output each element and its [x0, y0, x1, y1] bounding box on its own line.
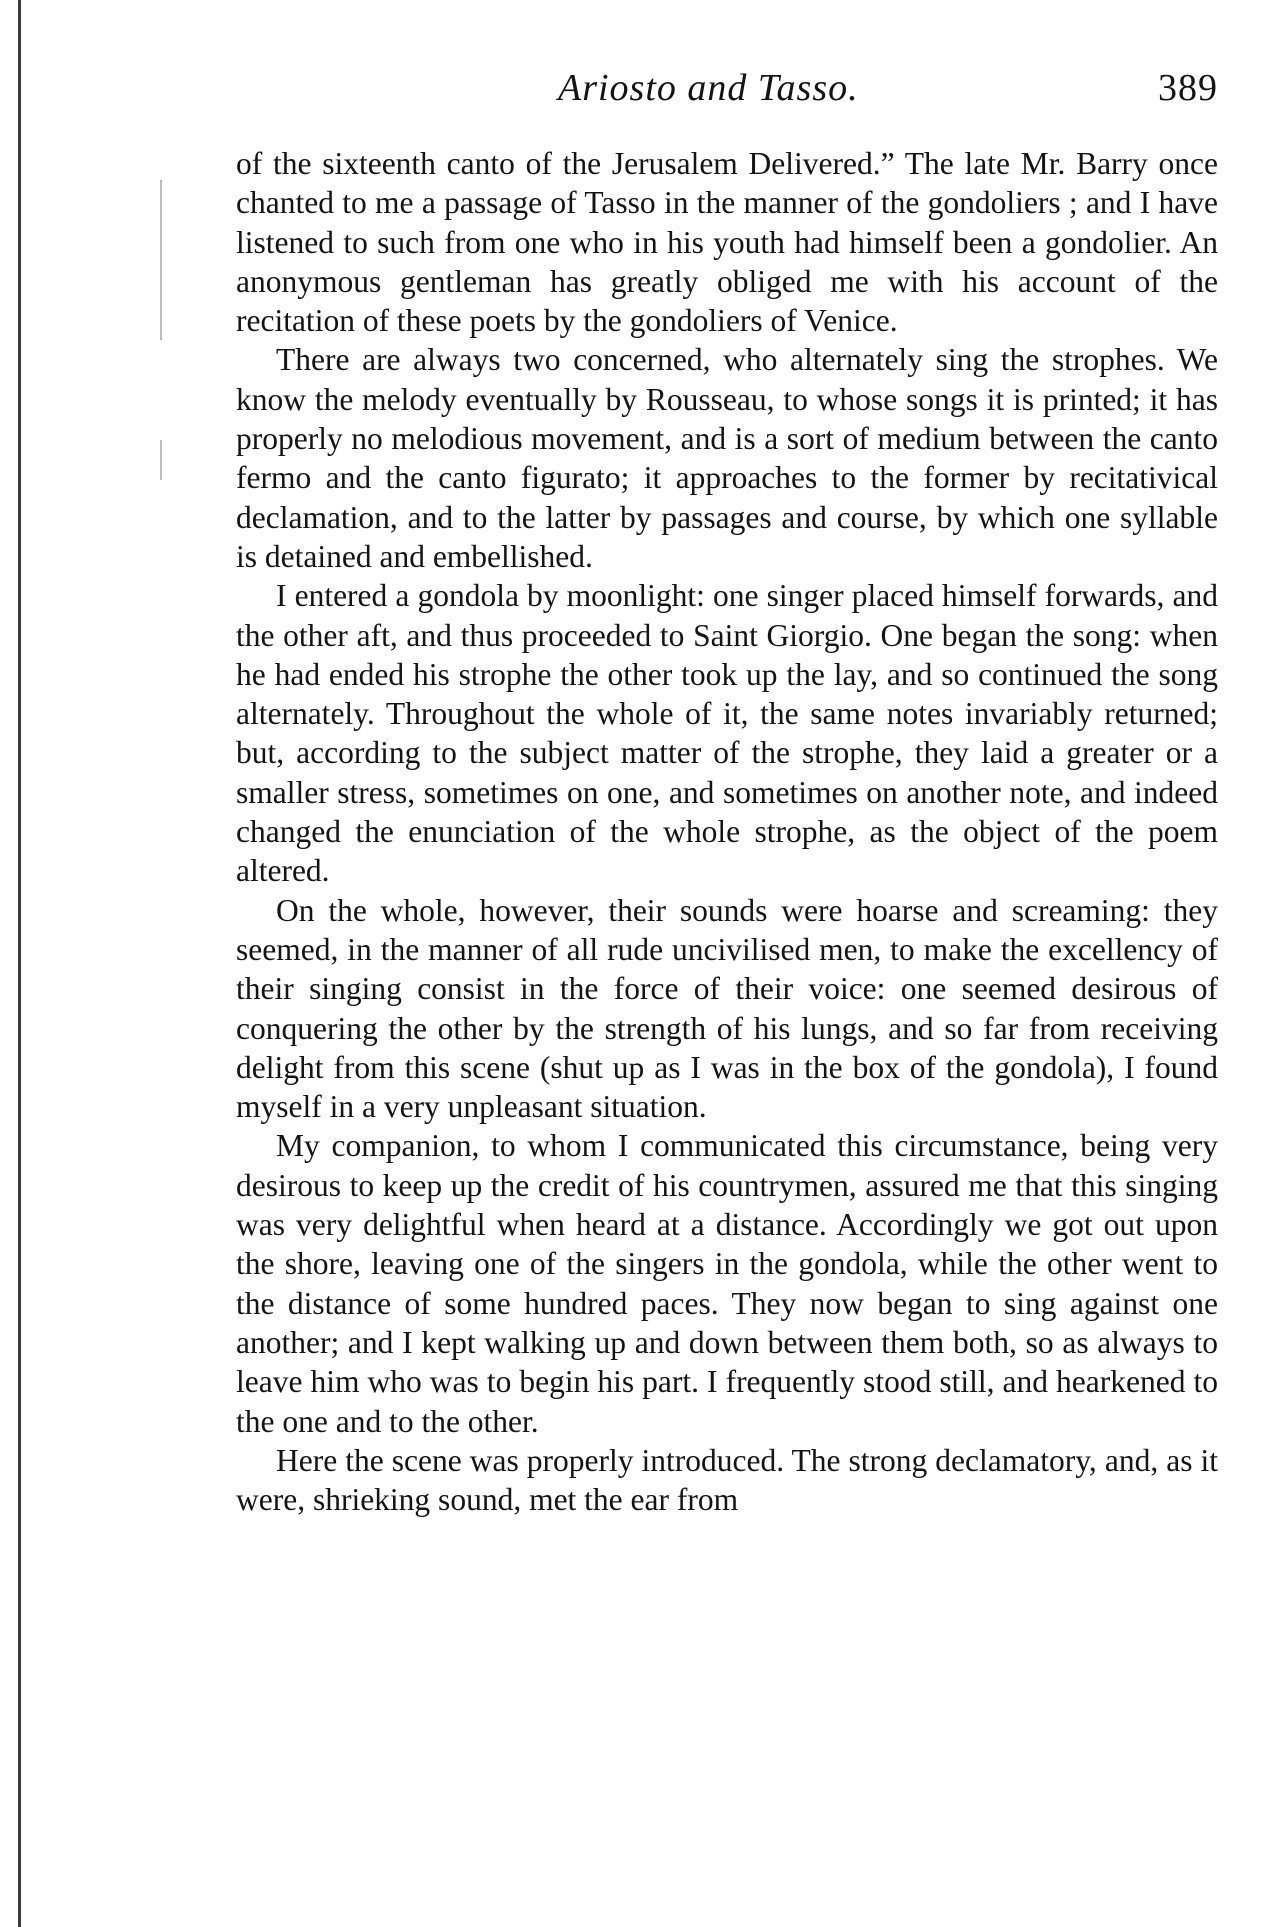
- paragraph: Here the scene was properly introduced. The strong declamatory, and, as it were, shrieking sound, met the ear from: [236, 1442, 1218, 1518]
- scan-binding-edge: [18, 0, 21, 1927]
- page-header: [236, 66, 1218, 116]
- running-title: Ariosto and Tasso.: [558, 67, 859, 109]
- paragraph: of the sixteenth canto of the Jerusalem Delivered.” The late Mr. Barry once chanted to me a passage of Tasso in the manner of the gondoliers ; and I have listened to such from one who in his youth had himself been a gondolier. An anonymous gentleman has greatly obliged me with his account of the recitation of these poets by the gondoliers of Venice.: [236, 146, 1218, 339]
- scan-artifact: [160, 180, 162, 340]
- paragraph: I entered a gondola by moonlight: one singer placed himself forwards, and the other aft, and thus proceeded to Saint Giorgio. One began the song: when he had ended his strophe the other took up the lay, and so continued the song alternately. Throughout the whole of it, the same notes invariably returned; but, according to the subject matter of the strophe, they laid a greater or a smaller stress, sometimes on one, and sometimes on another note, and indeed changed the enunciation of the whole strophe, as the object of the poem altered.: [236, 578, 1218, 889]
- paragraph: There are always two concerned, who alternately sing the strophes. We know the melody eventually by Rousseau, to whose songs it is printed; it has properly no melodious movement, and is a sort of medium between the canto fermo and the canto figurato; it approaches to the former by recitativical declamation, and to the latter by passages and course, by which one syllable is detained and embellished.: [236, 342, 1218, 574]
- paragraph: On the whole, however, their sounds were hoarse and screaming: they seemed, in the manner of all rude uncivilised men, to make the excellency of their singing consist in the force of their voice: one seemed desirous of conquering the other by the strength of his lungs, and so far from receiving delight from this scene (shut up as I was in the box of the gondola), I found myself in a very unpleasant situation.: [236, 892, 1218, 1125]
- body-text: [236, 144, 1218, 1519]
- paragraph: My companion, to whom I communicated this circumstance, being very desirous to keep up the credit of his countrymen, assured me that this singing was very delightful when heard at a distance. Accordingly we got out upon the shore, leaving one of the singers in the gondola, while the other went to the distance of some hundred paces. They now began to sing against one another; and I kept walking up and down between them both, so as always to leave him who was to begin his part. I frequently stood still, and hearkened to the one and to the other.: [236, 1128, 1218, 1439]
- page-number: 389: [1158, 67, 1218, 109]
- scan-artifact: [160, 440, 162, 480]
